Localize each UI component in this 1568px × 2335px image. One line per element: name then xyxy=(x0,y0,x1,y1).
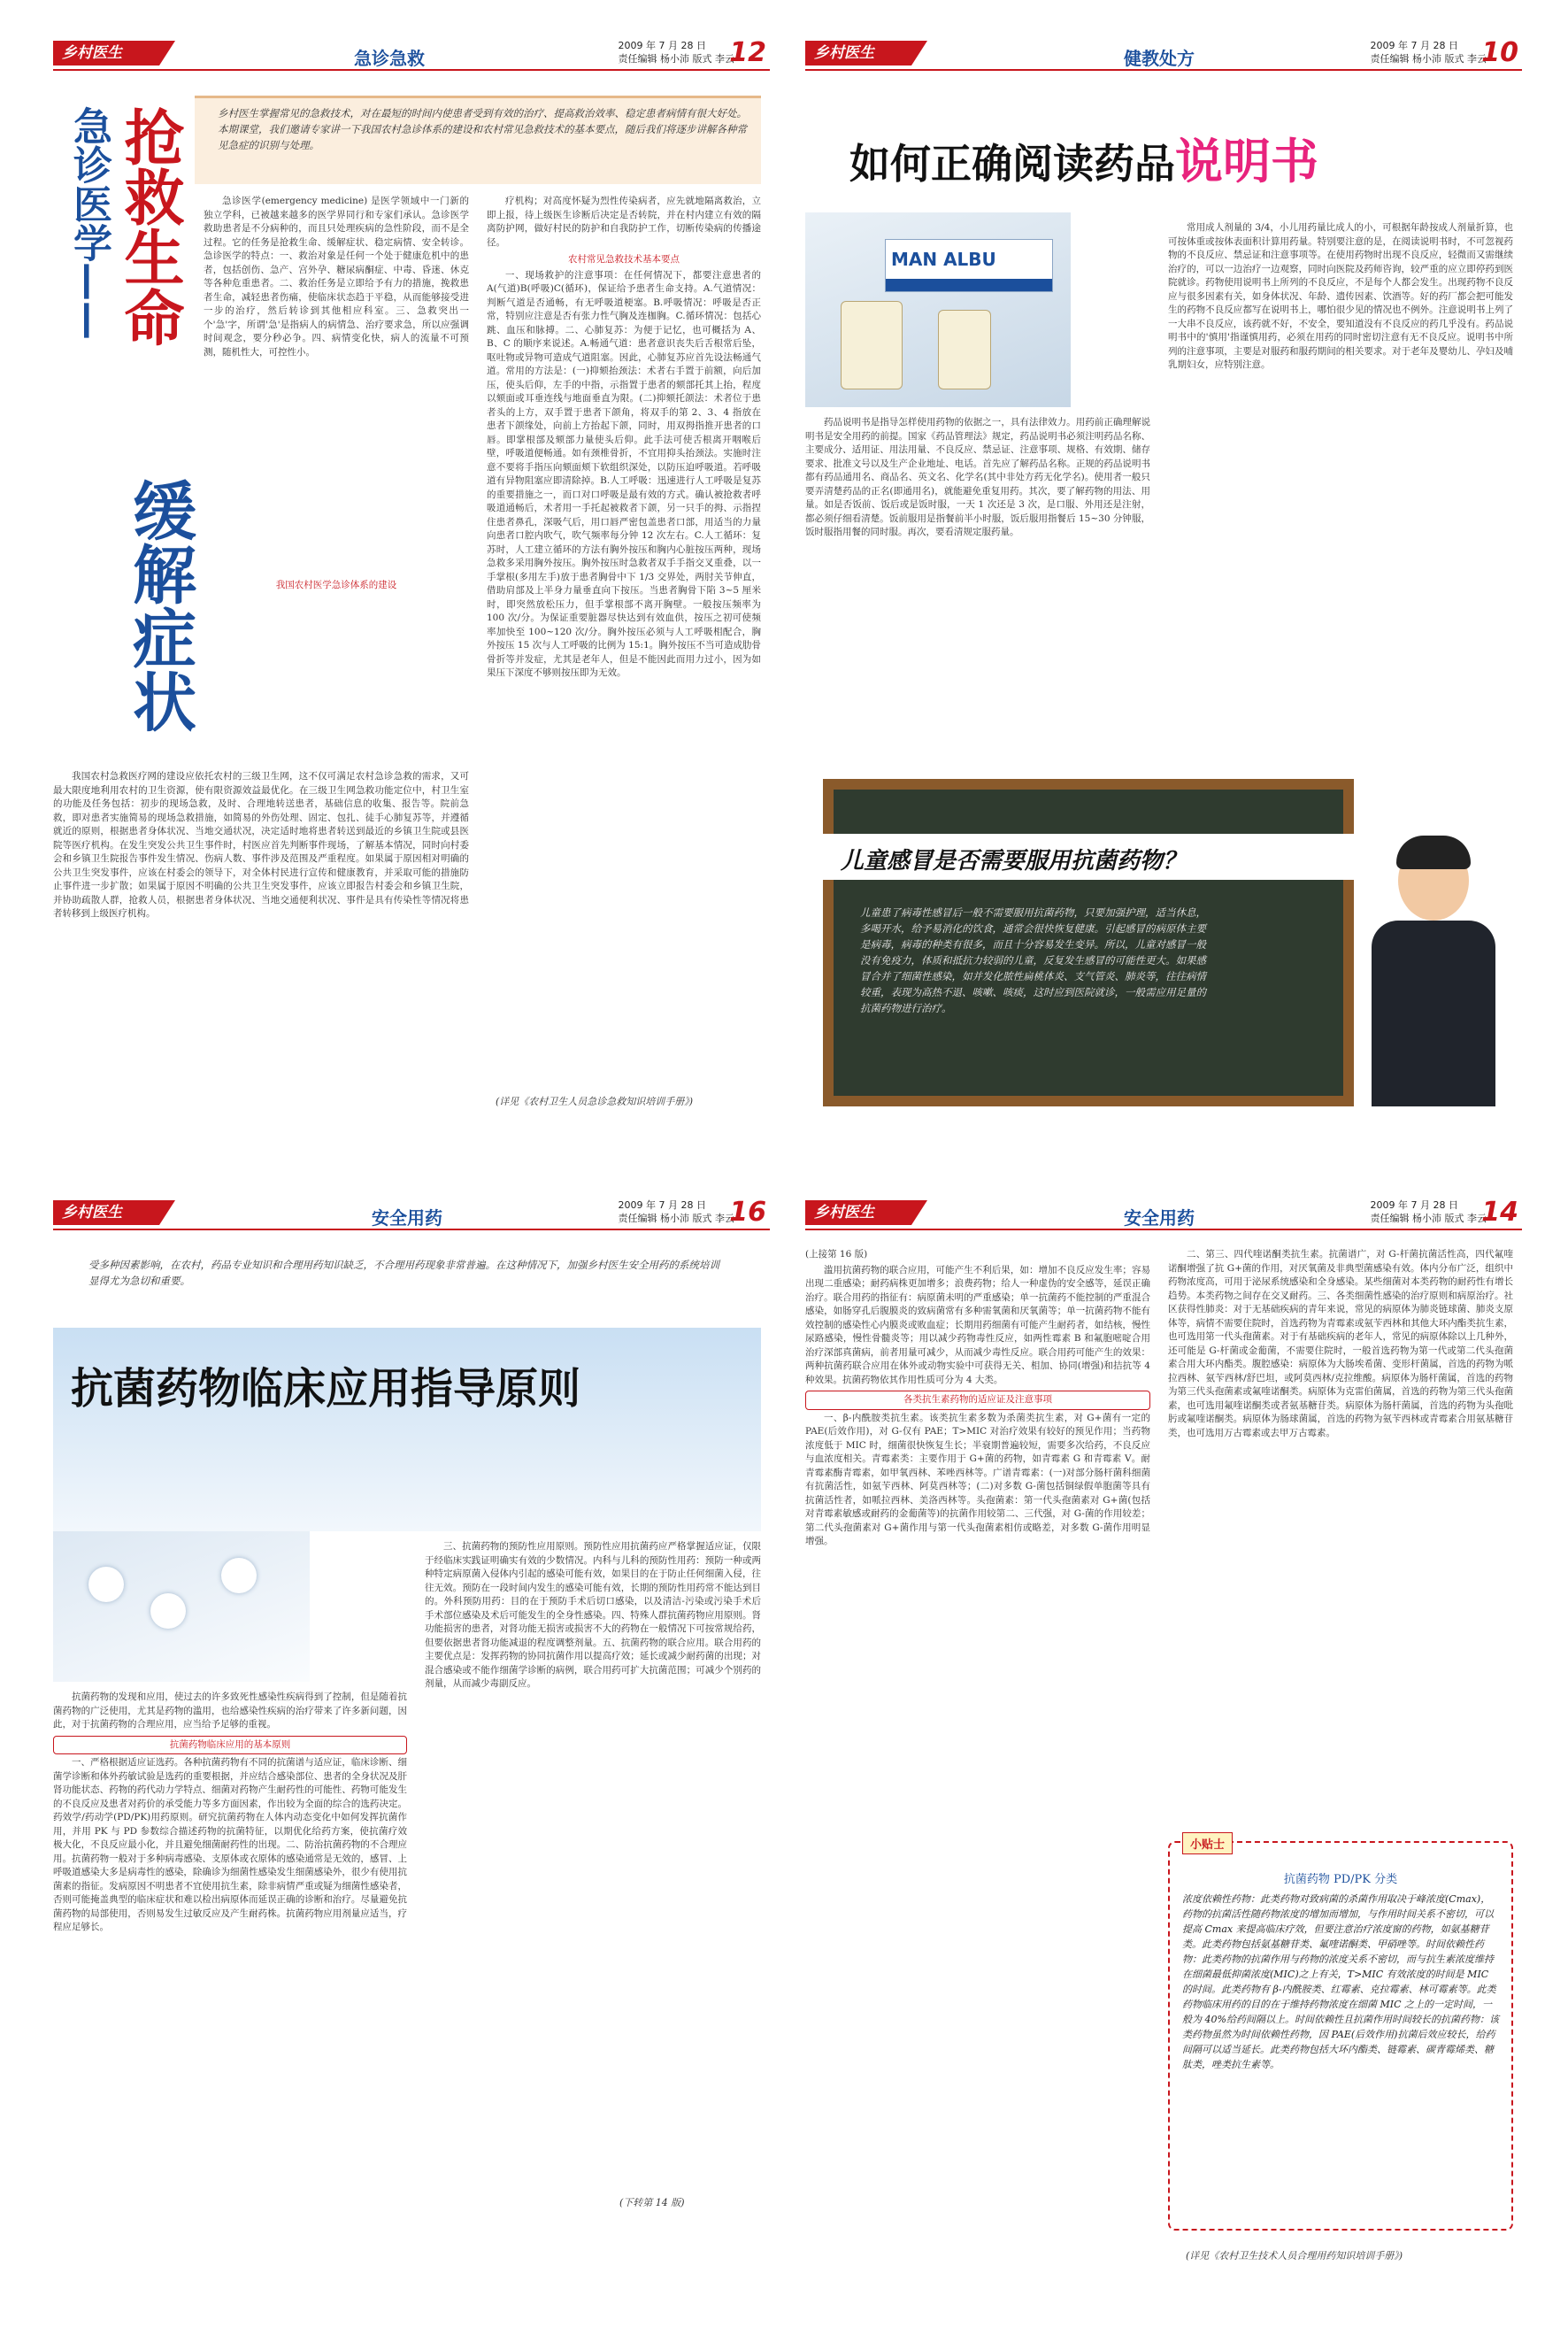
pill xyxy=(88,1567,124,1602)
paragraph: 疗机构；对高度怀疑为烈性传染病者，应先就地隔离救治，立即上报，待上级医生诊断后决定是否转院，并在村内建立有效的隔离防护网，做好村民的防护和自我防护工作，切断传染病的传播途径。 xyxy=(487,196,761,248)
paragraph: 一、β-内酰胺类抗生素。该类抗生素多数为杀菌类抗生素，对 G+菌有一定的 PAE(后效作用)，对 G-仅有 PAE；T>MIC 对治疗效果有较好的预见作用；当药物浓度低于 MIC 时，细菌很快恢复生长；半衰期普遍较短，需要多次给药，不良反应与血浓度相关。青霉素类：主要作用于 G+菌的药物，如青霉素 G 和青霉素 V。耐青霉素酶青霉素，如甲氧西林、苯唑西林等。广谱青霉素：(一)对部分肠杆菌科细菌有抗菌活性，如氨苄西林、阿莫西林等；(二)对多数 G-菌包括铜绿假单胞菌等具有抗菌活性者，如哌拉西林、美洛西林等。头孢菌素：第一代头孢菌素对 G+菌(包括对青霉素敏感或耐药的金葡菌等)的抗菌作用较第二、三代强，对 G-菌的作用较差；第二代头孢菌素对 G+菌作用与第一代头孢菌素相仿或略差，对多数 G-菌作用明显增强。 xyxy=(805,1412,1150,1546)
footnote: (详见《农村卫生人员急诊急救知识培训手册》) xyxy=(496,1096,694,1107)
article-column-2 xyxy=(425,1540,761,2177)
blackboard-surface xyxy=(834,790,1343,1096)
header-meta xyxy=(619,39,735,66)
editors: 责任编辑 杨小沛 版式 李云 xyxy=(618,53,734,65)
vertical-title-main: 抢救生命 xyxy=(114,106,184,347)
paragraph: 我国农村急救医疗网的建设应依托农村的三级卫生网，这不仅可满足农村急诊急救的需求，又可最大限度地利用农村的卫生资源，使有限资源效益最优化。在三级卫生网急救功能定位中，村卫生室的功能及任务包括：初步的现场急救，及时、合理地转送患者，基础信息的收集、报告等。院前急救，即对患者实施简易的现场急救措施，如简易的外伤处理、固定、包扎、徒手心肺复苏等，并遵循就近的原则，根据患者身体状况、当地交通状况，决定适时地将患者转送到最近的乡镇卫生院或县医院等医疗机构。在发生突发公共卫生事件时，村医应首先判断事件现场，了解基本情况，同时向村委会和乡镇卫生院报告事件发生情况、伤病人数、事件涉及范围及严重程度。如果属于原因相对明确的公共卫生突发事件，应该在村委会的领导下，对全体村民进行宣传和健康教育，并采取可能的措施防止事件进一步扩散；如果属于原因不明确的公共卫生突发事件，应该立即报告村委会和乡镇卫生院，并协助疏散人群，抢救人员，根据患者身体状况、当地交通便利状况、事件是具有传染性等情况将患者转移到上级医疗机构。 xyxy=(53,771,469,919)
child-photo xyxy=(1354,832,1513,1106)
page-number: 14 xyxy=(1481,1197,1518,1228)
pills-banner xyxy=(53,1328,761,1531)
blackboard-text: 儿童患了病毒性感冒后一般不需要服用抗菌药物，只要加强护理，适当休息，多喝开水，给予易消化的饮食，通常会很快恢复健康。引起感冒的病原体主要是病毒，病毒的种类有很多，而且十分容易发生变异。所以，儿童对感冒一般没有免疫力，体质和抵抗力较弱的儿童，反复发生感冒的可能性更大。如果感冒合并了细菌性感染，如并发化脓性扁桃体炎、支气管炎、肺炎等，往往病情较重，表现为高热不退、咳嗽、咳痰，这时应到医院就诊，一般需应用足量的抗菌药物进行治疗。 xyxy=(860,906,1206,1014)
article-column-1 xyxy=(805,1248,1150,2275)
intro-box xyxy=(195,96,761,184)
vertical-subtitle: 急诊医学—— xyxy=(66,106,111,340)
pill xyxy=(150,1593,186,1629)
section-title: 急诊急救 xyxy=(354,48,425,69)
page-number: 10 xyxy=(1481,37,1518,68)
paragraph: 二、第三、四代喹诺酮类抗生素。抗菌谱广，对 G-杆菌抗菌活性高，四代氟喹诺酮增强了抗 G+菌的作用，对厌氧菌及非典型菌感染有效。体内分布广泛，组织中药物浓度高，可用于泌尿系统感染和全身感染。某些细菌对本类药物的耐药性有增长趋势。本类药物之间存在交叉耐药。三、各类细菌性感染的治疗原则和病原治疗。社区获得性肺炎：对于无基础疾病的青年来说，常见的病原体为肺炎链球菌、肺炎支原体等，病情不需要住院时，首选药物为青霉素或氨苄西林和其他大环内酯类抗生素，也可选用第一代头孢菌素。对于有基础疾病的老年人，常见的病原体除以上几种外，还可能是 G-杆菌或金葡菌，不需要住院时，一般首选药物为第一代或第二代头孢菌素合用大环内酯类。腹腔感染：病原体为大肠埃希菌、变形杆菌属，首选的药物为哌拉西林、氨苄西林/舒巴坦，或阿莫西林/克拉维酸。病原体为肠杆菌属，首选的药物为第三代头孢菌素或氟喹诺酮类。病原体为克雷伯菌属，首选的药物为第三代头孢菌素，也可选用氟喹诺酮类或者氨基糖苷类。病原体为肠杆菌属，首选的药物为头孢吡肟或氟喹诺酮类。病原体为肠球菌属，首选的药物为氨苄西林或青霉素合用氨基糖苷类，也可选用万古霉素或去甲万古霉素。 xyxy=(1168,1249,1513,1438)
page-10 xyxy=(805,35,1522,1124)
page-14 xyxy=(805,1195,1522,2293)
child-hair xyxy=(1396,836,1471,869)
article-column-1 xyxy=(53,1691,407,2275)
page-16 xyxy=(53,1195,770,2293)
paragraph: 急诊医学(emergency medicine) 是医学领域中一门新的独立学科，已被越来越多的医学界同行和专家们承认。急诊医学救助患者是不分病种的，而且只处理疾病的急性阶段，而不是全过程。它的任务是抢救生命、缓解症状、稳定病情、安全转诊。急诊医学的特点：一、救治对象是任何一个处于健康危机中的患者，包括创伤、急产、宫外孕、糖尿病酮症、中毒、昏迷、休克等各种危重患者。二、救治任务是立即给予有力的措施，挽救患者生命，减轻患者伤痛，使临床状态趋于平稳，从而能够接受进一步的治疗，然后转诊到其他相应科室。三、急救突出一个'急'字，所谓'急'是指病人的病情急、治疗要求急，所以应强调时间观念，要分秒必争。四、病情变化快，病人的流量不可预测，随机性大，可控性小。 xyxy=(204,196,469,358)
paragraph: 药品说明书是指导怎样使用药物的依据之一，具有法律效力。用药前正确理解说明书是安全用药的前提。国家《药品管理法》规定，药品说明书必须注明药品名称、主要成分、适用证、用法用量、不良反应、禁忌证、注意事项、规格、有效期、储存要求、批准文号以及生产企业地址、电话。首先应了解药品名称。正规的药品说明书都有药品通用名、商品名、英文名、化学名(其中非处方药无化学名)。使用者一般只要弄清楚药品的正名(即通用名)，就能避免重复用药。其次，要了解药物的用法、用量。如是否饭前、饭后或是饭时服，一天 1 次还是 3 次，是口服、外用还是注射，都必须仔细看清楚。饭前服用是指餐前半小时服，饭后服用指餐后 15~30 分钟服，饭时服指用餐的同时服。再次，要看清规定服药量。 xyxy=(805,417,1150,537)
editors: 责任编辑 杨小沛 版式 李云 xyxy=(1370,53,1487,65)
issue-date: 2009 年 7 月 28 日 xyxy=(618,1199,706,1211)
page-header xyxy=(805,1195,1522,1230)
medicine-vial xyxy=(938,310,991,389)
brand-masthead: 乡村医生 xyxy=(805,41,911,66)
brand-masthead: 乡村医生 xyxy=(805,1200,911,1225)
subheading: 我国农村医学急诊体系的建设 xyxy=(275,580,397,590)
continued-from: (上接第 16 版) xyxy=(805,1249,868,1260)
issue-date: 2009 年 7 月 28 日 xyxy=(618,40,706,51)
editors: 责任编辑 杨小沛 版式 李云 xyxy=(618,1213,734,1224)
issue-date: 2009 年 7 月 28 日 xyxy=(1370,1199,1458,1211)
vertical-title-secondary: 缓解症状 xyxy=(122,478,196,733)
section-title: 健教处方 xyxy=(1124,48,1195,69)
continued-note: (下转第 14 版) xyxy=(619,2197,685,2208)
paragraph: 抗菌药物的发现和应用，使过去的许多致死性感染性疾病得到了控制，但是随着抗菌药物的广泛使用，尤其是药物的滥用，也给感染性疾病的治疗带来了许多新问题，因此，对于抗菌药物的合理应用，应当给予足够的重视。 xyxy=(53,1692,407,1730)
section-title: 安全用药 xyxy=(1124,1207,1195,1229)
page-12 xyxy=(53,35,770,1124)
intro-text: 受多种因素影响，在农村，药品专业知识和合理用药知识缺乏，不合理用药现象非常普遍。在这种情况下，加强乡村医生安全用药的系统培训显得尤为急切和重要。 xyxy=(88,1259,719,1287)
paragraph: 一、现场救护的注意事项：在任何情况下，都要注意患者的 A(气道)B(呼吸)C(循环)，保证给予患者生命支持。A.气道情况：判断气道是否通畅，有无呼吸道梗塞。B.呼吸情况：呼吸是否正常，特别应注意是否有张力性气胸及连枷胸。C.循环情况：包括心跳、血压和脉搏。二、心肺复苏：为便于记忆，也可概括为 A、B、C 的顺序来说述。A.畅通气道：患者意识丧失后舌根常后坠，呕吐物或异物可造成气道阻塞。因此，心肺复苏应首先设法畅通气道。常用的方法是：(一)抑颏抬颈法：术者右手置于前额，向后加压，使头后仰，左手的中指，示指置于患者的颏部托其上抬，程度以颏面或耳垂连线与地面垂直为限。(二)抑颏托颌法：术者位于患者头的上方，双手置于患者下颌角，将双手的第 2、3、4 指放在患者下颌缘处，向前上方抬起下颌，同时，用双拇指推开患者的口唇。即掌根部及颏部力量使头后仰。此手法可使舌根离开咽喉后壁，呼吸道便畅通。如有颈椎骨折，不宜用抑头抬颈法。实施时注意不要将手指压向颏面颊下软组织深处，以防压迫呼吸道。若呼吸道有异物阻塞应即清除掉。B.人工呼吸：迅速进行人工呼吸是复苏的重要措施之一，而口对口呼吸是最有效的方式。确认被抢救者呼吸道通畅后，术者用一手托起被救者下颌，另一只手的拇、示指捏住患者鼻孔，深吸气后，用口唇严密包盖患者口部，用适当的力量向患者口腔内吹气，吹气频率每分钟 12 次左右。C.人工循环：复苏时，人工建立循环的方法有胸外按压和胸内心脏按压两种，现场急救多采用胸外按压。胸外按压时急救者双手手指交叉重叠，以一手掌根(多用左手)放于患者胸骨中下 1/3 交界处，两肘关节伸直，借助肩部及上半身力量垂直向下按压。当患者胸骨下陷 3~5 厘米时，即突然放松压力，但手掌根部不离开胸壁。一般按压频率为 100 次/分。为保证重要脏器尽快达到有效血供，按压之初可使频率加快至 100~120 次/分。胸外按压必须与人工呼吸相配合，胸外按压 15 次与人工呼吸的比例为 15:1。胸外按压不当可造成肋骨骨折等并发症，尤其是老年人，但是不能因此而用力过小，因为如果压下深度不够则按压即为无效。 xyxy=(487,269,761,678)
medicine-box xyxy=(885,239,1053,292)
page-number: 16 xyxy=(729,1197,766,1228)
box-stripe xyxy=(886,279,1052,291)
subheading: 各类抗生素药物的适应证及注意事项 xyxy=(805,1391,1150,1410)
medicine-photo xyxy=(805,212,1071,407)
article-column-2 xyxy=(487,195,761,1080)
paragraph: 一、严格根据适应证选药。各种抗菌药物有不同的抗菌谱与适应证，临床诊断、细菌学诊断和体外药敏试验是选药的重要根据，并应结合感染部位、患者的全身状况及肝肾功能状态、药物的药代动力学特点、细菌对药物产生耐药性的可能性、药物可能发生的不良反应及患者对药价的承受能力等多方面因素，作出较为全面的综合的选药决定。药效学/药动学(PD/PK)用药原则。研究抗菌药物在人体内动态变化中如何发挥抗菌作用，并用 PK 与 PD 参数综合描述药物的抗菌特征，以期优化给药方案，使抗菌疗效极大化，不良反应最小化，并且避免细菌耐药性的出现。二、防治抗菌药物的不合理应用。抗菌药物一般对于多种病毒感染、支原体或衣原体的感染通常是无效的，感冒、上呼吸道感染大多是病毒性的感染，除确诊为细菌性感染发生细菌感染外，很少有使用抗菌素的指征。发病原因不明患者不宜使用抗生素，除非病情严重或疑为细菌性感染者，否则可能掩盖典型的临床症状和难以检出病原体而延误正确的诊断和治疗。尽量避免抗菌药物的局部使用，否则易发生过敏反应及产生耐药株。抗菌药物应用剂量应适当，疗程应足够长。 xyxy=(53,1757,407,1932)
paragraph: 滥用抗菌药物的联合应用，可能产生不利后果，如：增加不良反应发生率；容易出现二重感染；耐药病株更加增多；浪费药物；给人一种虚伪的安全感等，延误正确治疗。联合用药的指征有：病原菌未明的严重感染；单一抗菌药不能控制的严重混合感染，如肠穿孔后腹膜炎的致病菌常有多种需氧菌和厌氧菌等；单一抗菌药物不能有效控制的感染性心内膜炎或败血症；长期用药细菌有可能产生耐药者，如结核，慢性尿路感染，慢性骨髓炎等；用以减少药物毒性反应，如两性霉素 B 和氟胞嘧啶合用治疗深部真菌病，前者用量可减少，从而减少毒性反应。联合用药可能产生的效果：两种抗菌药联合应用在体外或动物实验中可获得无关、相加、协同(增强)和拮抗等 4 种效果。抗菌药物依其作用性质可分为 4 大类。 xyxy=(805,1264,1150,1385)
header-meta xyxy=(1371,1198,1487,1225)
pills-photo xyxy=(53,1531,310,1682)
article-column-1b xyxy=(204,575,469,726)
paragraph: 三、抗菌药物的预防性应用原则。预防性应用抗菌药应严格掌握适应证，仅限于经临床实践证明确实有效的少数情况。内科与儿科的预防性用药：预防一种或两种特定病原菌入侵体内引起的感染可能有效，如果目的在于防止任何细菌入侵，往往无效。预防在一段时间内发生的感染可能有效，长期的预防性用药常不能达到目的。外科预防用药：目的在于预防手术后切口感染，以及清洁-污染或污染手术后手术部位感染及术后可能发生的全身性感染。四、特殊人群抗菌药物应用原则。肾功能损害的患者，对肾功能无损害或损害不大的药物在一般情况下可按常规给药，但要依据患者肾功能减退的程度调整剂量。五、抗菌药物的联合应用。联合用药的主要优点是：发挥药物的协同抗菌作用以提高疗效；延长或减少耐药菌的出现；对混合感染或不能作细菌学诊断的病例，联合用药可扩大抗菌范围；可减少个别药的剂量，从而减少毒副反应。 xyxy=(425,1541,761,1689)
headline-highlight: 说明书 xyxy=(1175,134,1318,189)
page-number: 12 xyxy=(729,37,766,68)
blackboard-title: 儿童感冒是否需要服用抗菌药物？ xyxy=(841,848,1187,875)
tip-text: 浓度依赖性药物：此类药物对致病菌的杀菌作用取决于峰浓度(Cmax)，药物的抗菌活性随药物浓度的增加而增加，与作用时间关系不密切，可以提高 Cmax 来提高临床疗效，但要注意治疗浓度窗的药物，如氨基糖苷类。此类药物包括氨基糖苷类、氟喹诺酮类、甲硝唑等。时间依赖性药物：此类药物的抗菌作用与药物的浓度关系不密切，而与抗生素浓度维持在细菌最低抑菌浓度(MIC)之上有关，T>MIC 有效浓度的时间是 MIC 的时间。此类药物有 β-内酰胺类、红霉素、克拉霉素、林可霉素等。此类药物临床用药的目的在于维持药物浓度在细菌 MIC 之上的一定时间，一般为 40%给药间隔以上。时间依赖性且抗菌作用时间较长的抗菌药物：该类药物虽然为时间依赖性药物，因 PAE(后效作用)抗菌后效应较长，给药间隔可以适当延长。此类药物包括大环内酯类、链霉素、碳青霉烯类、糖肽类，唑类抗生素等。 xyxy=(1182,1893,1499,2070)
article-column-1 xyxy=(204,195,469,566)
child-body xyxy=(1372,921,1495,1106)
brand-masthead: 乡村医生 xyxy=(53,41,159,66)
section-title: 安全用药 xyxy=(372,1207,442,1229)
tip-heading: 抗菌药物 PD/PK 分类 xyxy=(1283,1873,1398,1886)
subheading: 抗菌药物临床应用的基本原则 xyxy=(53,1736,407,1755)
paragraph: 常用成人剂量的 3/4，小儿用药量比成人的小，可根据年龄按成人剂量折算，也可按体重或按体表面积计算用药量。特别要注意的是，在阅读说明书时，不可忽视药物的不良反应、禁忌证和注意事项等。在使用药物时出现不良反应，轻微而又需继续治疗的，可以一边治疗一边观察，同时向医院及药师咨询，较严重的应立即停药到医院就诊。药物使用说明书上所列的不良反应，不是每个人都会发生。出现药物不良反应与很多因素有关，如身体状况、年龄、遗传因素、饮酒等。好的药厂都会把可能发生的药物不良反应都写在说明书上，哪怕很少见的情况也不例外。注意说明书上列了一大串不良反应，该药就不好，不安全，要知道没有不良反应的药几乎没有。药品说明书中的'慎用'指谨慎用药，必须在用药的同时密切注意有无不良反应。说明书中所列的注意事项，主要是对服药和服药期间的相关要求。对于老年及婴幼儿、孕妇及哺乳期妇女，应特别注意。 xyxy=(1168,222,1513,370)
issue-date: 2009 年 7 月 28 日 xyxy=(1370,40,1458,51)
editors: 责任编辑 杨小沛 版式 李云 xyxy=(1370,1213,1487,1224)
page-header xyxy=(53,35,770,71)
footnote: (详见《农村卫生技术人员合理用药知识培训手册》) xyxy=(1186,2250,1403,2262)
article-column-1c xyxy=(53,770,469,1106)
header-meta xyxy=(1371,39,1487,66)
subheading: 农村常见急救技术基本要点 xyxy=(568,254,680,265)
banner-title: 抗菌药物临床应用指导原则 xyxy=(71,1364,581,1414)
blackboard-title-band xyxy=(823,834,1396,880)
blackboard-panel xyxy=(823,779,1354,1106)
article-column-1 xyxy=(805,416,1150,770)
pill xyxy=(221,1558,257,1593)
page-header xyxy=(805,35,1522,71)
intro-text: 乡村医生掌握常见的急救技术，对在最短的时间内使患者受到有效的治疗、提高救治效率、稳定患者病情有很大好处。本期课堂，我们邀请专家讲一下我国农村急诊体系的建设和农村常见急救技术的基本要点，随后我们将逐步讲解各种常见急症的识别与处理。 xyxy=(218,107,747,151)
headline xyxy=(849,124,1318,189)
brand-masthead: 乡村医生 xyxy=(53,1200,159,1225)
article-column-2 xyxy=(1168,221,1513,770)
page-header xyxy=(53,1195,770,1230)
headline-main: 如何正确阅读药品 xyxy=(849,140,1175,188)
header-meta xyxy=(619,1198,735,1225)
tip-label: 小贴士 xyxy=(1182,1832,1233,1854)
tip-box xyxy=(1168,1838,1513,2231)
article-column-2 xyxy=(1168,1248,1513,1832)
medicine-box-label: MAN ALBU xyxy=(891,249,996,270)
medicine-vial xyxy=(841,301,903,389)
